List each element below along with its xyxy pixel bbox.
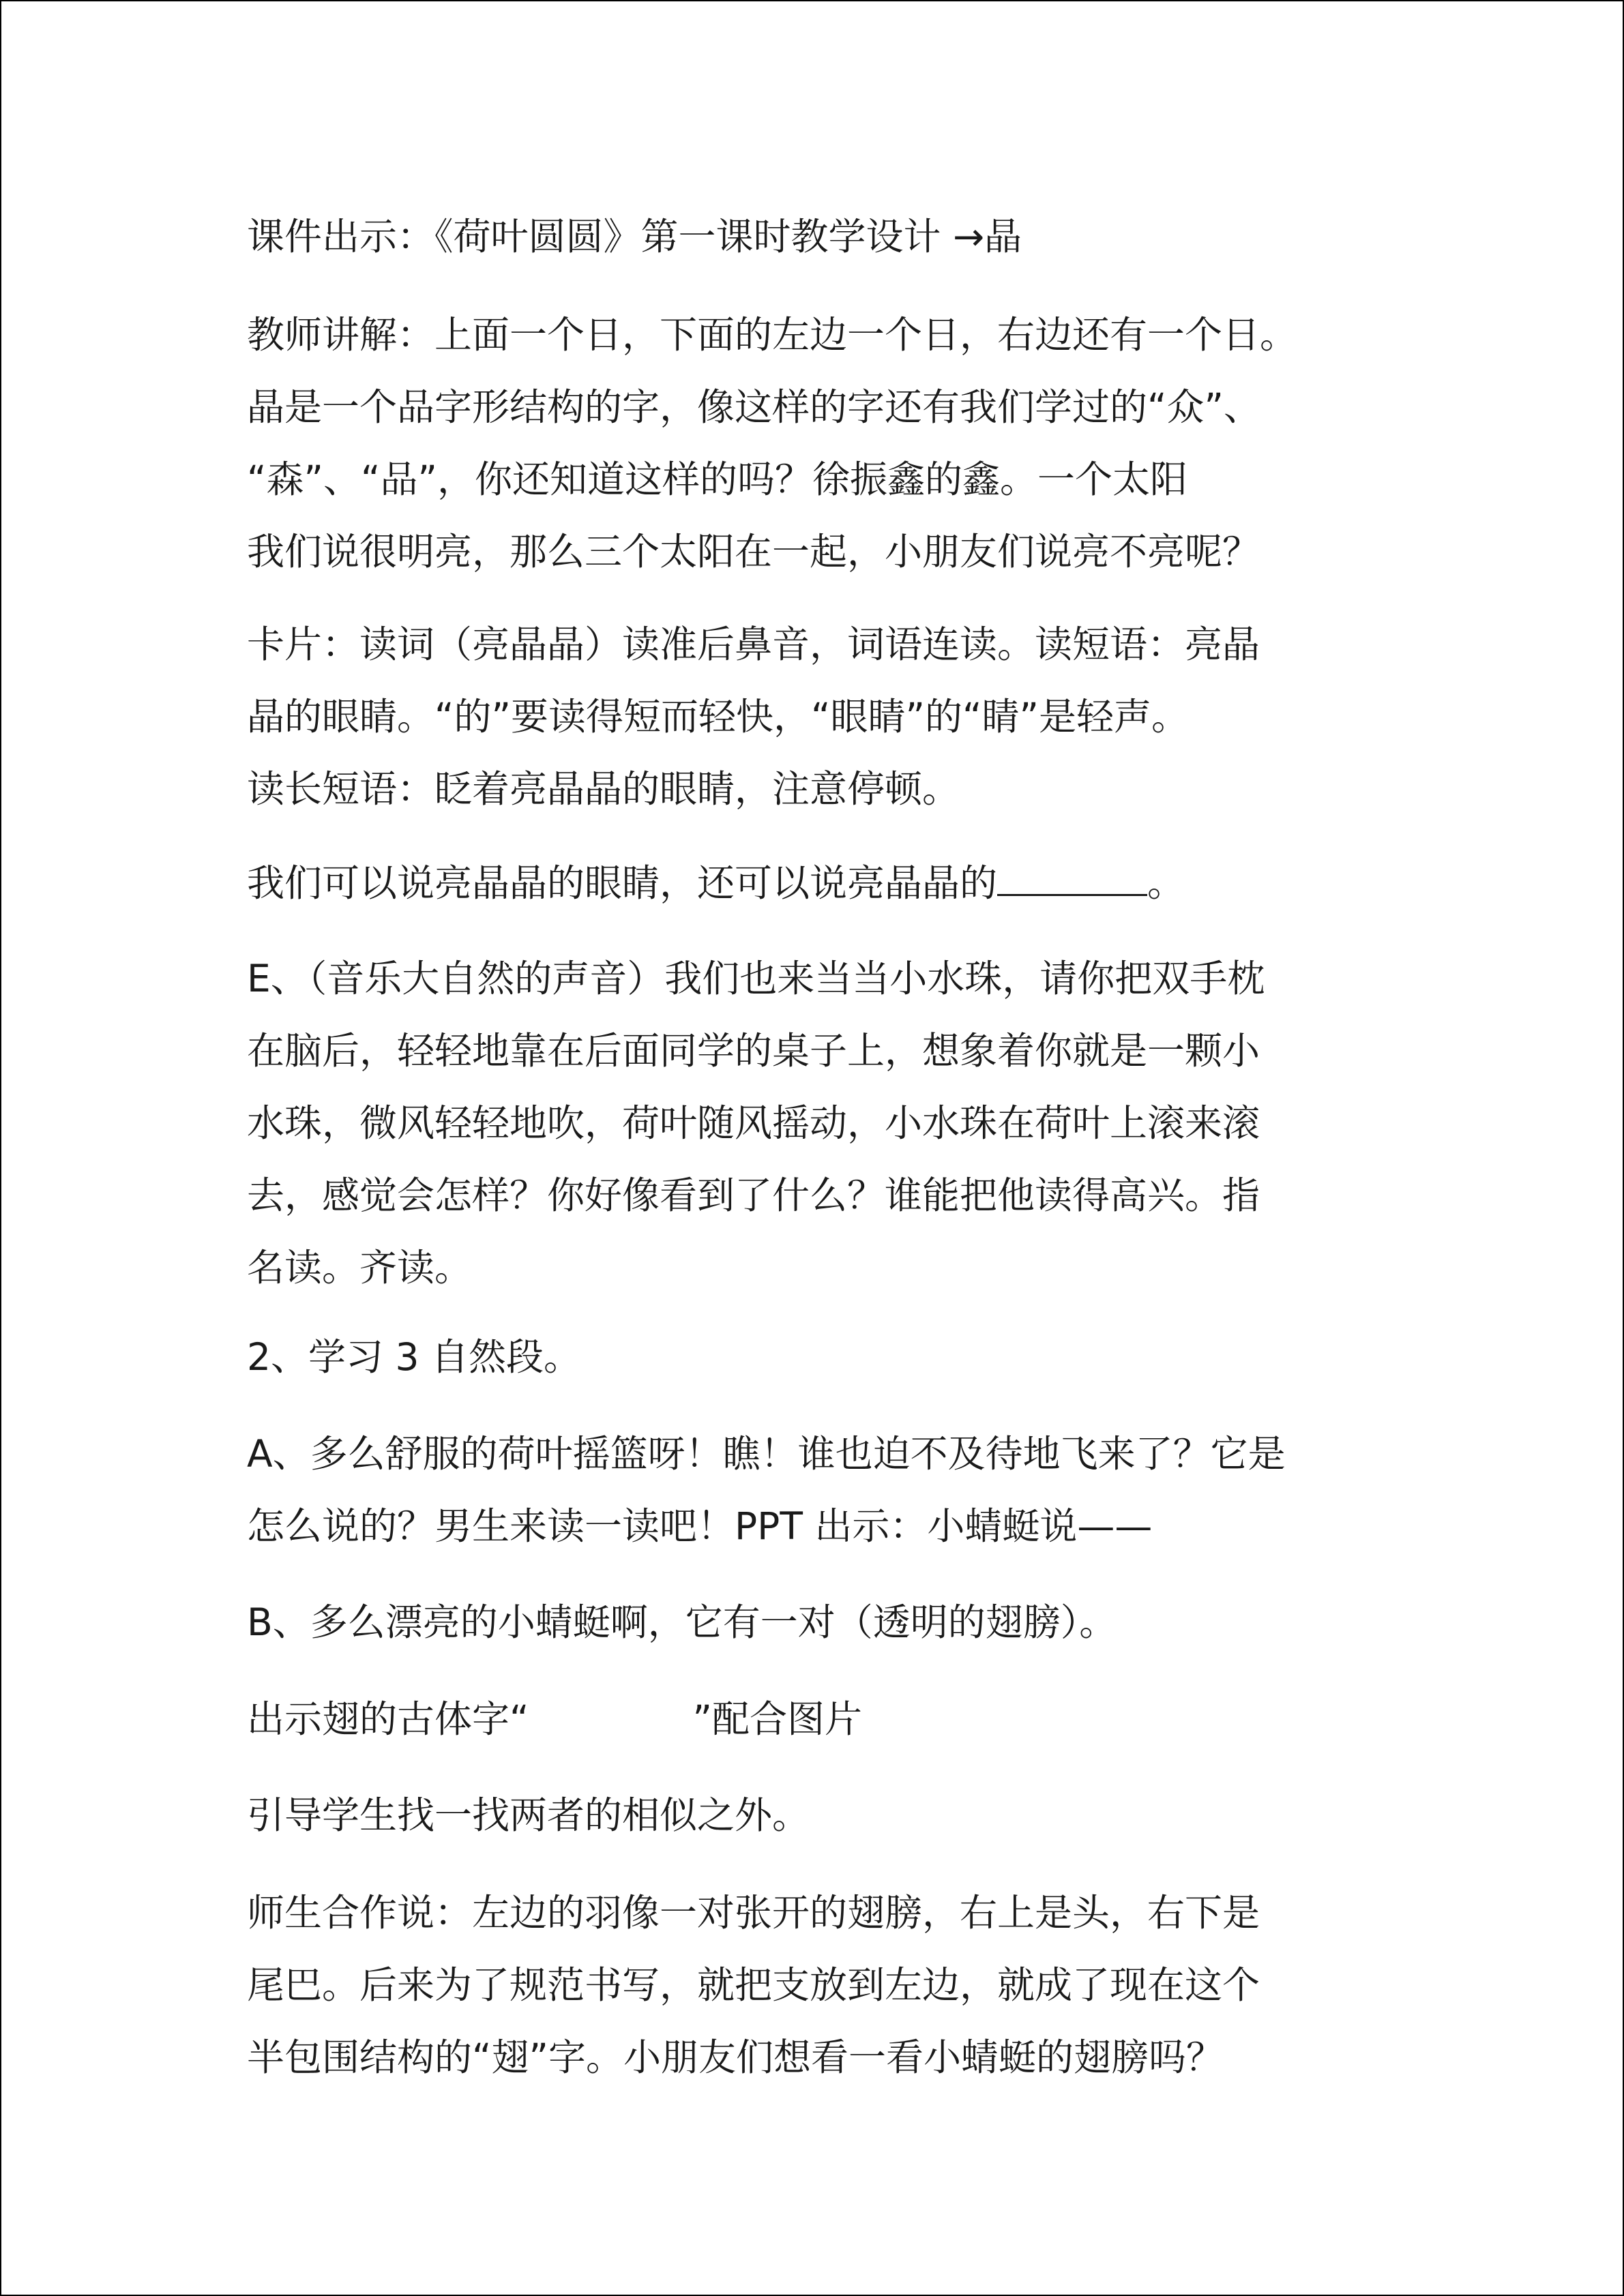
text-line: 卡片：读词（亮晶晶）读准后鼻音，词语连读。读短语：亮晶: [247, 623, 1260, 666]
text-line: B、多么漂亮的小蜻蜓啊，它有一对（透明的翅膀）。: [247, 1600, 1117, 1644]
text-line: 水珠，微风轻轻地吹，荷叶随风摇动，小水珠在荷叶上滚来滚: [247, 1101, 1260, 1145]
text-line: 晶是一个品字形结构的字，像这样的字还有我们学过的“众”、: [247, 385, 1261, 429]
text-line: 师生合作说：左边的羽像一对张开的翅膀，右上是头，右下是: [247, 1891, 1260, 1935]
fill-blank-end: 。: [1147, 861, 1185, 905]
fill-in-blank: [997, 853, 1147, 896]
ancient-character-intro: 出示翅的古体字“: [247, 1697, 529, 1741]
paragraph-ancient-character: [247, 1683, 1379, 1755]
text-line: 我们说很明亮，那么三个太阳在一起，小朋友们说亮不亮呢？: [247, 530, 1260, 573]
text-line: 晶的眼睛。“的”要读得短而轻快，“眼睛”的“睛”是轻声。: [247, 695, 1189, 739]
paragraph-cards: [247, 608, 1379, 825]
text-line: [247, 847, 1379, 919]
paragraph-courseware: [247, 200, 1379, 273]
paragraph-dragonfly-a: [247, 1418, 1379, 1562]
text-line: 2、学习 3 自然段。: [247, 1335, 581, 1379]
paragraph-cooperation: [247, 1877, 1379, 2093]
text-line: 在脑后，轻轻地靠在后面同学的桌子上，想象着你就是一颗小: [247, 1029, 1260, 1073]
text-line: A、多么舒服的荷叶摇篮呀！瞧！谁也迫不及待地飞来了？它是: [247, 1432, 1286, 1476]
paragraph-teacher-explanation: [247, 299, 1379, 588]
text-line: 引导学生找一找两者的相似之外。: [247, 1793, 810, 1837]
text-line: 尾巴。后来为了规范书写，就把支放到左边，就成了现在这个: [247, 1963, 1260, 2007]
text-line: 读长短语：眨着亮晶晶的眼睛，注意停顿。: [247, 767, 960, 811]
text-line: 半包围结构的“翅”字。小朋友们想看一看小蜻蜓的翅膀吗？: [247, 2036, 1224, 2079]
text-line: 怎么说的？男生来读一读吧！PPT 出示：小蜻蜓说——: [247, 1504, 1153, 1548]
paragraph-dragonfly-b: [247, 1586, 1379, 1658]
paragraph-guide: [247, 1779, 1379, 1851]
text-line: 去，感觉会怎样？你好像看到了什么？谁能把他读得高兴。指: [247, 1174, 1260, 1217]
paragraph-section-3: [247, 1321, 1379, 1393]
text-line: E、（音乐大自然的声音）我们也来当当小水珠，请你把双手枕: [247, 957, 1265, 1000]
fill-blank-prompt: 我们可以说亮晶晶的眼睛，还可以说亮晶晶的: [247, 861, 998, 905]
text-line: [247, 1683, 1379, 1755]
text-line: 名读。齐读。: [247, 1246, 473, 1289]
paragraph-fill-blank: [247, 847, 1379, 919]
ancient-character-outro: ”配合图片: [692, 1697, 862, 1741]
text-line: “森”、“品”，你还知道这样的吗？徐振鑫的鑫。一个太阳: [247, 458, 1187, 501]
paragraph-water-drop: [247, 942, 1379, 1304]
text-line: 课件出示：《荷叶圆圆》第一课时教学设计 →晶: [247, 215, 1022, 258]
text-line: 教师讲解：上面一个日，下面的左边一个日，右边还有一个日。: [247, 313, 1298, 357]
